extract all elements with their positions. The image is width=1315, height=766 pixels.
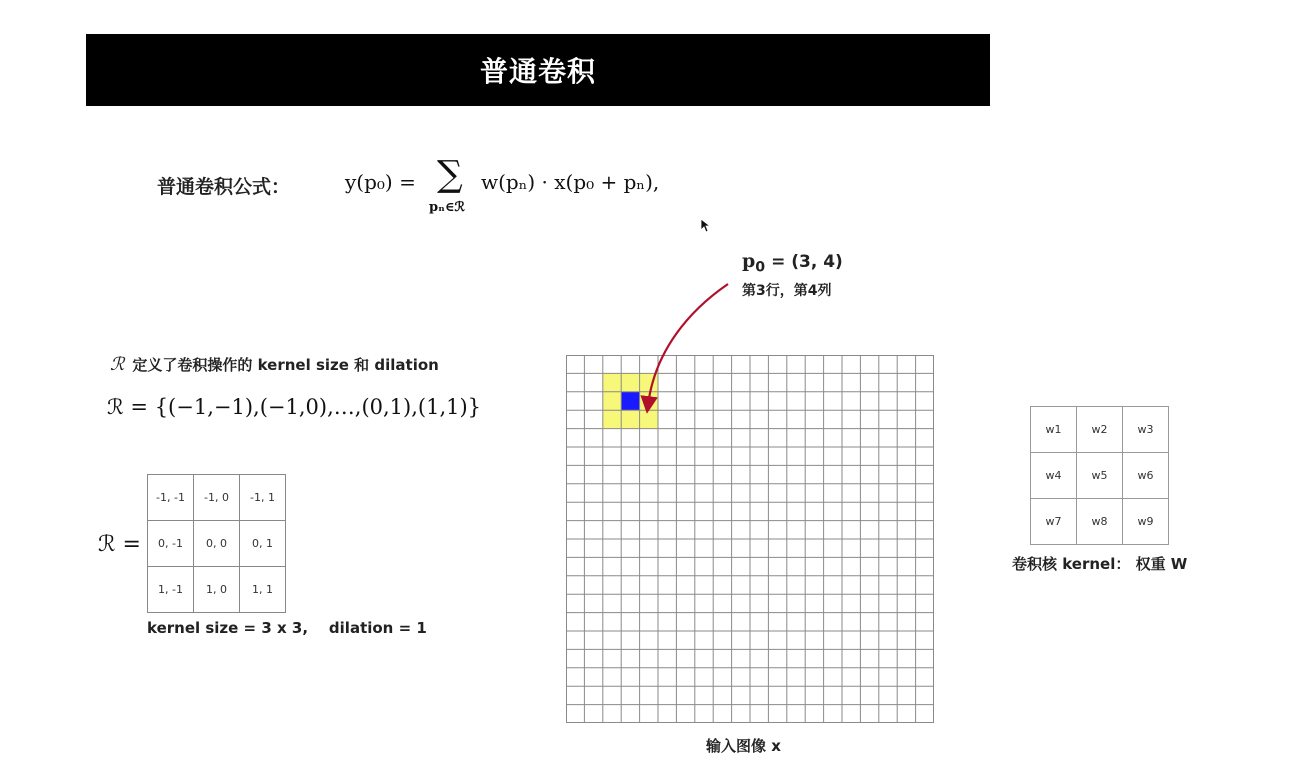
- weight-cell: w2: [1077, 407, 1123, 453]
- p0-label: [742, 250, 843, 275]
- r-equals-label: ℛ =: [98, 532, 141, 557]
- center-pixel-p0: [621, 392, 639, 410]
- r-cell: -1, 0: [194, 475, 240, 521]
- page-title: 普通卷积: [479, 55, 596, 88]
- kernel-caption: kernel size = 3 x 3, dilation = 1: [147, 619, 427, 637]
- p0-subscript: 0: [755, 259, 766, 276]
- r-cell: 0, 0: [194, 521, 240, 567]
- weight-cell: w4: [1031, 453, 1077, 499]
- weight-cell: w6: [1123, 453, 1169, 499]
- r-cell: 0, -1: [148, 521, 194, 567]
- title-bar: [86, 34, 990, 106]
- input-image-grid: [566, 355, 934, 723]
- weight-cell: w9: [1123, 499, 1169, 545]
- input-grid-svg: [566, 355, 934, 723]
- r-cell: -1, -1: [148, 475, 194, 521]
- p0-symbol: p: [742, 250, 756, 272]
- formula-lhs: y(p₀) =: [345, 170, 416, 194]
- sum-subscript: pₙ∈ℛ: [429, 200, 465, 215]
- r-offset-grid: [147, 474, 286, 613]
- r-description-text: 定义了卷积操作的 kernel size 和 dilation: [132, 356, 439, 374]
- input-image-caption: 输入图像 x: [706, 737, 781, 755]
- weight-cell: w5: [1077, 453, 1123, 499]
- kernel-weights-grid: [1030, 406, 1169, 545]
- p0-description: 第3行，第4列: [742, 283, 832, 299]
- weight-cell: w7: [1031, 499, 1077, 545]
- r-cell: -1, 1: [240, 475, 286, 521]
- sum-symbol: ∑: [437, 154, 463, 195]
- weight-cell: w8: [1077, 499, 1123, 545]
- p0-value: = (3, 4): [765, 252, 843, 272]
- r-cell: 1, 1: [240, 567, 286, 613]
- r-description: [110, 354, 439, 375]
- formula-label: 普通卷积公式：: [157, 176, 291, 198]
- mouse-cursor-icon: [700, 218, 712, 234]
- r-cell: 1, -1: [148, 567, 194, 613]
- weight-cell: w3: [1123, 407, 1169, 453]
- r-script: ℛ: [110, 354, 125, 375]
- kernel-weights-caption: 卷积核 kernel： 权重 W: [1012, 555, 1188, 573]
- r-cell: 0, 1: [240, 521, 286, 567]
- r-cell: 1, 0: [194, 567, 240, 613]
- r-set-formula: ℛ = {(−1,−1),(−1,0),…,(0,1),(1,1)}: [107, 395, 482, 419]
- weight-cell: w1: [1031, 407, 1077, 453]
- formula-rhs: w(pₙ) · x(p₀ + pₙ),: [481, 170, 660, 194]
